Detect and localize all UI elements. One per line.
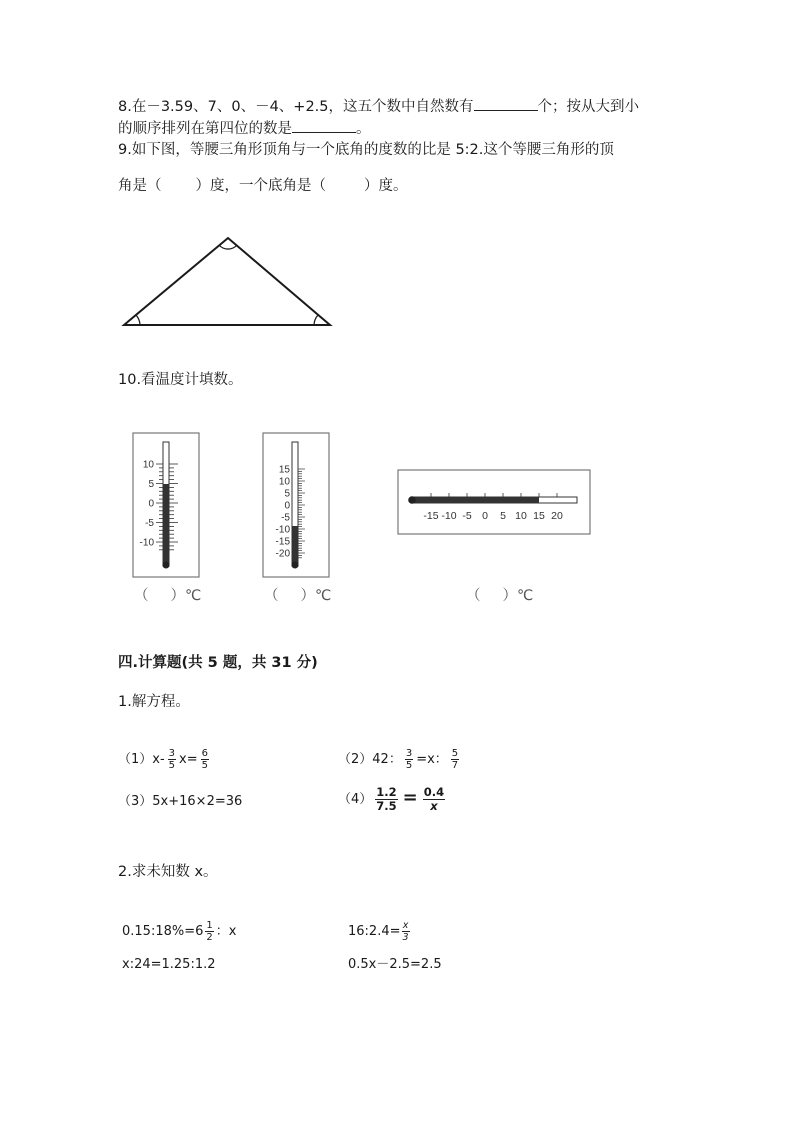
fraction-x-3: $\frac{x}{3}$	[402, 920, 409, 943]
thermometer-2-label: 10	[278, 476, 290, 488]
q8-text-d: 。	[356, 121, 371, 137]
equation-8: 0.5x－2.5=2.5	[348, 957, 442, 972]
thermometer-1-label: -10	[139, 537, 154, 549]
thermometer-2-label: 0	[284, 500, 290, 512]
thermometer-2-label: -10	[275, 524, 290, 536]
equation-7: x:24=1.25:1.2	[122, 957, 216, 972]
thermometer-3-label: 20	[551, 510, 563, 522]
equation-5-left: 0.15:18%=6	[122, 924, 204, 939]
equation-2	[338, 748, 462, 771]
q8-blank-1[interactable]	[474, 96, 538, 111]
fraction-1.2-7.5: $\frac{1.2}{7.5}$	[376, 785, 397, 813]
thermo-2-answer[interactable]	[264, 584, 331, 605]
thermometer-2-label: -5	[281, 512, 290, 524]
equation-6-left: 16:2.4=	[348, 924, 401, 939]
thermo-3-open-paren: （	[466, 588, 481, 604]
thermometer-2-label: 15	[278, 464, 290, 476]
triangle-outline	[124, 238, 330, 325]
equation-5	[122, 920, 236, 943]
thermo-2-open-paren: （	[264, 588, 279, 604]
equation-2-mid: =x：	[416, 752, 448, 767]
thermo-1-answer[interactable]	[134, 584, 201, 605]
thermometer-2-label: 5	[284, 488, 290, 500]
thermometer-3-label: 15	[533, 510, 545, 522]
q8-text-b: 个；按从大到小	[537, 99, 640, 115]
thermometer-1-bulb	[163, 562, 170, 569]
q9-line2	[118, 176, 408, 196]
thermometer-2-label: -15	[275, 536, 290, 548]
equation-1-label: （1）x-	[118, 752, 165, 767]
q8-text-c: 的顺序排列在第四位的数是	[118, 121, 292, 137]
q9-text-a: 角是（	[118, 178, 162, 194]
section-4-heading: 四.计算题(共 5 题，共 31 分)	[118, 655, 318, 671]
thermometer-3-mercury	[411, 497, 539, 503]
equation-4	[338, 786, 448, 813]
isosceles-triangle-figure	[118, 230, 338, 332]
q10-title: 10.看温度计填数。	[118, 372, 243, 388]
equation-4-equals: =	[402, 787, 418, 808]
thermo-3-answer[interactable]	[466, 584, 533, 605]
fraction-6-5: $\frac{6}{5}$	[201, 748, 208, 771]
q9-text-b: ）度，一个底角是（	[195, 178, 326, 194]
thermometer-2-label: -20	[275, 548, 290, 560]
thermometer-2	[262, 432, 330, 578]
fraction-0.4-x: $\frac{0.4}{x}$	[423, 785, 445, 813]
fraction-1-2: $\frac{1}{2}$	[206, 920, 213, 943]
equation-1	[118, 748, 212, 771]
thermometer-3-bulb	[408, 496, 416, 504]
equation-2-label: （2）42：	[338, 752, 402, 767]
thermometer-3-label: 5	[500, 510, 506, 522]
equation-1-mid: x=	[179, 752, 198, 767]
equation-3: （3）5x+16×2=36	[118, 794, 243, 809]
thermometer-1-label: 0	[148, 498, 154, 510]
thermometer-2-mercury	[292, 526, 298, 566]
thermometer-1-label: 10	[142, 459, 154, 471]
thermometer-3	[397, 469, 591, 535]
thermometer-1-mercury	[163, 484, 169, 566]
q9-text-c: ）度。	[364, 178, 408, 194]
problem-2-title: 2.求未知数 x。	[118, 864, 218, 880]
fraction-5-7: $\frac{5}{7}$	[451, 748, 459, 771]
thermo-1-open-paren: （	[134, 588, 149, 604]
problem-1-title: 1.解方程。	[118, 694, 190, 710]
thermometer-3-label: -5	[462, 510, 472, 522]
q8-line1	[118, 96, 639, 117]
thermometer-3-label: -15	[423, 510, 439, 522]
thermo-1-close-paren: ）℃	[170, 588, 202, 604]
thermometer-1-label: 5	[148, 479, 154, 490]
q9-line1: 9.如下图，等腰三角形顶角与一个底角的度数的比是 5:2.这个等腰三角形的顶	[118, 142, 614, 158]
thermometer-3-label: 0	[482, 510, 488, 522]
fraction-3-5: $\frac{3}{5}$	[168, 748, 176, 771]
thermometer-1	[132, 432, 200, 578]
equation-6	[348, 920, 411, 943]
thermo-3-close-paren: ）℃	[502, 588, 534, 604]
thermo-2-close-paren: ）℃	[300, 588, 332, 604]
equation-5-right: ：x	[215, 924, 237, 939]
thermometer-3-label: 10	[515, 510, 527, 522]
thermometer-1-label: -5	[145, 518, 154, 529]
q8-line2	[118, 118, 371, 139]
fraction-3-5-b: $\frac{3}{5}$	[405, 748, 413, 771]
thermometer-2-bulb	[292, 562, 299, 569]
apex-angle-arc	[219, 245, 237, 249]
q8-blank-2[interactable]	[292, 118, 356, 133]
q8-text-a: 8.在－3.59、7、0、－4、+2.5，这五个数中自然数有	[118, 99, 474, 115]
right-base-angle-arc	[314, 315, 318, 325]
left-base-angle-arc	[136, 315, 140, 325]
equation-4-label: （4）	[338, 792, 373, 807]
thermometer-3-label: -10	[441, 510, 457, 522]
